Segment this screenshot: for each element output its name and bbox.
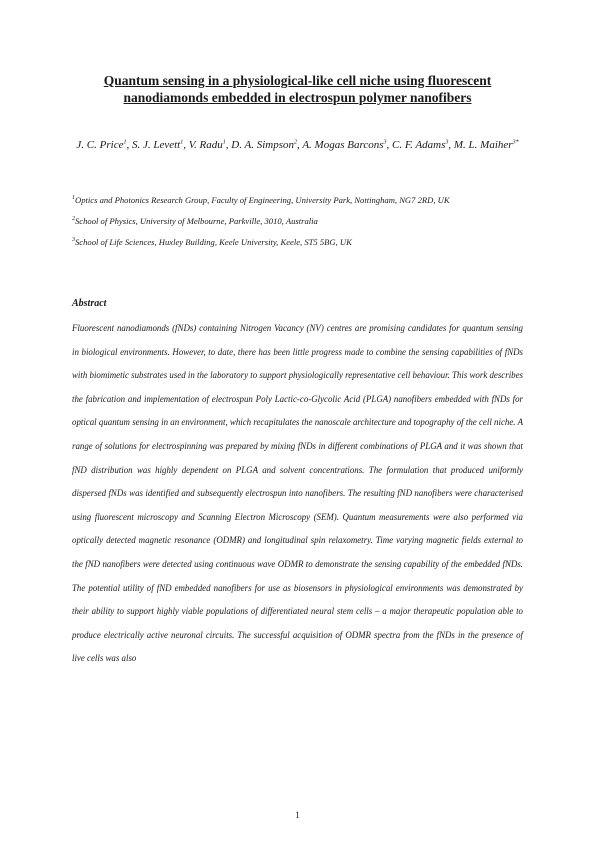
author: S. J. Levett$^1$, — [131, 139, 189, 151]
author-affiliation-mark: 1 — [180, 139, 184, 146]
abstract-text: Fluorescent nanodiamonds (fNDs) containing Nitrogen Vacancy (NV) centres are promising candidates for quantum sensing in biological environments. However, to date, there has been little progress made to combine the sensing capabilities of fNDs with biomimetic substrates used in the laboratory to support physiologically representative cell behaviour. This work describes the fabrication and implementation of electrospun Poly Lactic-co-Glycolic Acid (PLGA) nanofibers embedded with fNDs for optical quantum sensing in an environment, which recapitulates the nanoscale architecture and topography of the cell niche. A range of solutions for electrospinning was prepared by mixing fNDs in different combinations of PLGA and it was shown that fND distribution was highly dependent on PLGA and solvent concentrations. The formulation that produced uniformly dispersed fNDs was identified and subsequently electrospun into nanofibers. The resulting fND nanofibers were characterised using fluorescent microscopy and Scanning Electron Microscopy (SEM). Quantum measurements were also performed via optically detected magnetic resonance (ODMR) and longitudinal spin relaxometry. Time varying magnetic fields external to the fND nanofibers were detected using continuous wave ODMR to demonstrate the sensing capability of the embedded fNDs. The potential utility of fND embedded nanofibers for use as biosensors in physiological environments was demonstrated by their ability to support highly viable populations of differentiated neural stem cells – a major therapeutic population able to produce electrically active neuronal circuits. The successful acquisition of ODMR spectra from the fNDs in the presence of live cells was also — [72, 323, 523, 664]
author: C. F. Adams$^3$, — [392, 139, 454, 151]
affiliation: $^3$School of Life Sciences, Huxley Building, Keele University, Keele, ST5 5BG, UK — [72, 237, 352, 247]
author: J. C. Price$^1$, — [76, 139, 132, 151]
author-list — [68, 137, 527, 153]
author: A. Mogas Barcons$^3$, — [302, 139, 392, 151]
author: M. L. Maiher$^{3*}$ — [453, 139, 519, 151]
author-affiliation-mark: 3 — [383, 139, 387, 146]
affiliation: $^2$School of Physics, University of Melbourne, Parkville, 3010, Australia — [72, 216, 318, 226]
author-affiliation-mark: 1 — [123, 139, 127, 146]
author-affiliation-mark: 3 — [445, 139, 449, 146]
affiliation: $^1$Optics and Photonics Research Group, Faculty of Engineering, University Park, Nottingham, NG7 2RD, UK — [72, 195, 450, 205]
author-affiliation-mark: 3* — [512, 139, 519, 146]
author: D. A. Simpson$^2$, — [231, 139, 303, 151]
page-number: 1 — [295, 810, 300, 820]
affiliation-list — [72, 194, 527, 257]
author-affiliation-mark: 1 — [222, 139, 226, 146]
paper-title: Quantum sensing in a physiological-like cell niche using fluorescent nanodiamonds embedded in electrospun polymer nanofibers — [103, 73, 492, 105]
author: V. Radu$^1$, — [188, 139, 232, 151]
abstract-heading: Abstract — [72, 298, 107, 309]
author-affiliation-mark: 2 — [294, 139, 298, 146]
